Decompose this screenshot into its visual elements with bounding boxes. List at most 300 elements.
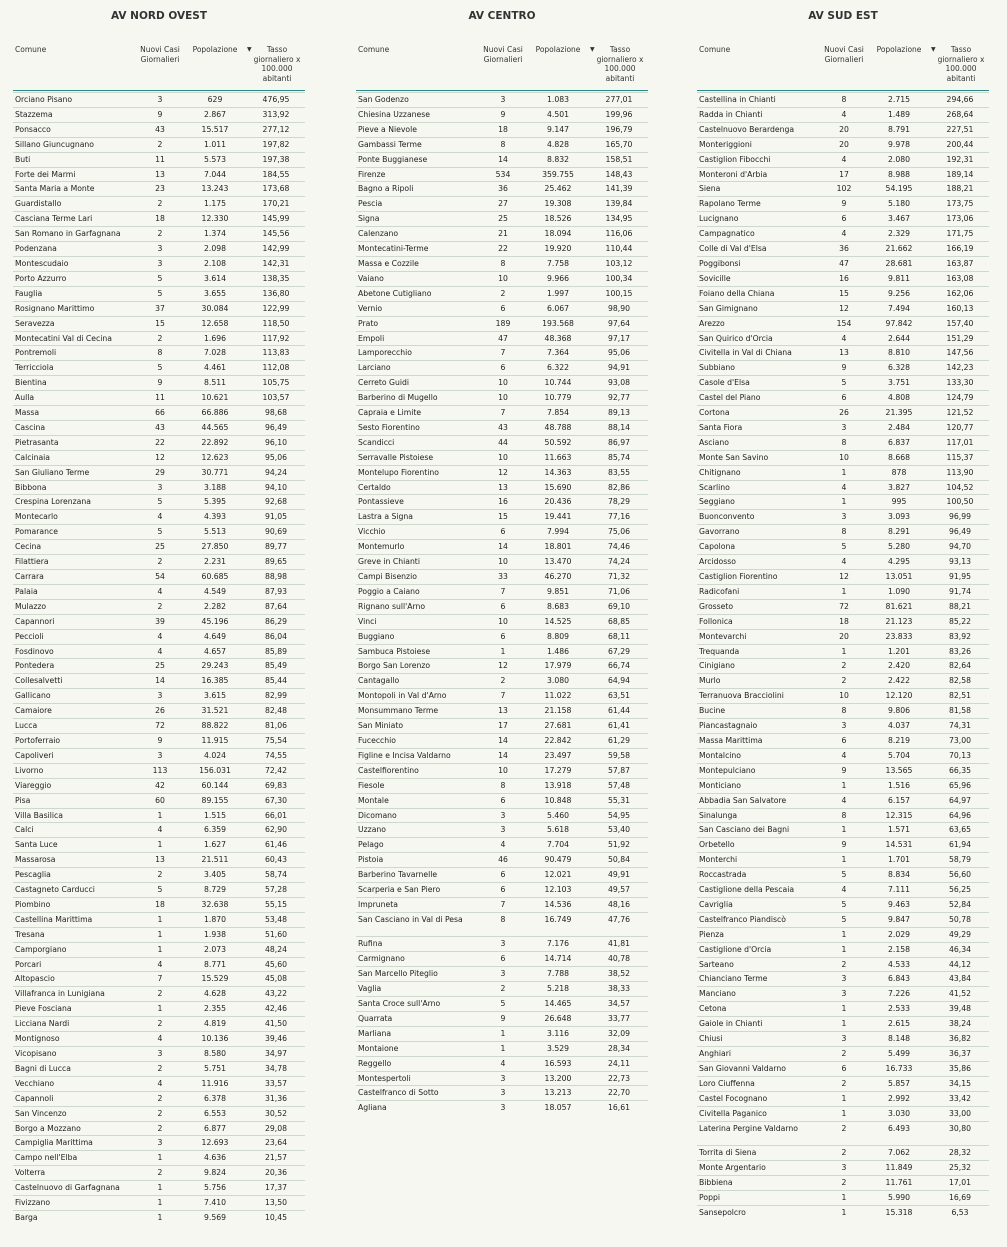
cell-popolazione: 21.123 — [885, 616, 913, 626]
cell-popolazione: 18.801 — [544, 542, 572, 552]
table-row — [697, 211, 989, 226]
cell-popolazione: 2.282 — [203, 601, 226, 611]
cell-tasso: 97,17 — [607, 333, 630, 343]
cell-popolazione: 12.623 — [201, 452, 229, 462]
cell-comune: Borgo San Lorenzo — [358, 661, 431, 671]
cell-popolazione: 3.529 — [546, 1043, 569, 1053]
cell-popolazione: 90.479 — [544, 855, 572, 865]
cell-nuovi-casi: 1 — [157, 1212, 163, 1222]
table-row — [356, 1071, 648, 1086]
cell-nuovi-casi: 3 — [841, 721, 847, 731]
cell-tasso: 82,48 — [264, 706, 287, 716]
table-row — [697, 271, 989, 286]
cell-nuovi-casi: 2 — [841, 661, 847, 671]
cell-popolazione: 878 — [891, 467, 907, 477]
cell-comune: Capoliveri — [15, 750, 54, 760]
cell-nuovi-casi: 3 — [157, 1138, 163, 1148]
cell-popolazione: 7.226 — [887, 989, 910, 999]
table-row — [697, 1076, 989, 1091]
cell-nuovi-casi: 1 — [841, 825, 847, 835]
cell-tasso: 44,12 — [948, 959, 971, 969]
table-row — [13, 509, 305, 524]
header-popolazione[interactable]: Popolazione — [192, 45, 238, 54]
cell-nuovi-casi: 102 — [836, 184, 852, 194]
cell-comune: Casciana Terme Lari — [15, 214, 93, 224]
cell-comune: Loro Ciuffenna — [699, 1078, 755, 1088]
cell-nuovi-casi: 14 — [155, 676, 165, 686]
cell-comune: Uzzano — [358, 825, 386, 835]
header-comune[interactable]: Comune — [699, 45, 731, 54]
cell-tasso: 36,82 — [948, 1034, 971, 1044]
cell-tasso: 63,51 — [607, 691, 630, 701]
cell-tasso: 33,77 — [607, 1013, 630, 1023]
table-row — [13, 897, 305, 912]
cell-comune: Fucecchio — [358, 735, 396, 745]
header-tasso[interactable]: Tasso giornaliero x 100.000 abitanti — [253, 45, 301, 83]
cell-nuovi-casi: 2 — [157, 1063, 163, 1073]
table-row — [13, 331, 305, 346]
cell-tasso: 85,49 — [264, 661, 287, 671]
cell-comune: Pontedera — [15, 661, 55, 671]
table-row — [13, 688, 305, 703]
table-row — [13, 226, 305, 241]
table-row — [697, 1175, 989, 1190]
cell-comune: Campo nell'Elba — [15, 1153, 78, 1163]
cell-tasso: 103,57 — [262, 393, 290, 403]
cell-nuovi-casi: 12 — [498, 467, 508, 477]
table-row — [13, 465, 305, 480]
cell-tasso: 158,51 — [605, 154, 633, 164]
table-row — [356, 867, 648, 882]
cell-popolazione: 89.155 — [201, 795, 229, 805]
table-row — [356, 614, 648, 629]
cell-comune: Cortona — [699, 408, 730, 418]
cell-nuovi-casi: 60 — [155, 795, 165, 805]
cell-tasso: 94,91 — [607, 363, 630, 373]
cell-nuovi-casi: 10 — [839, 452, 849, 462]
cell-nuovi-casi: 10 — [498, 616, 508, 626]
cell-nuovi-casi: 5 — [841, 542, 847, 552]
cell-comune: Firenze — [358, 169, 386, 179]
cell-comune: Cerreto Guidi — [358, 378, 409, 388]
cell-nuovi-casi: 6 — [500, 303, 506, 313]
cell-comune: Massa e Cozzile — [358, 258, 419, 268]
header-nuovi-casi[interactable]: Nuovi Casi Giornalieri — [824, 45, 864, 64]
table-row — [697, 152, 989, 167]
cell-comune: Civitella Paganico — [699, 1108, 767, 1118]
cell-comune: Pomarance — [15, 527, 58, 537]
table-row — [13, 673, 305, 688]
cell-nuovi-casi: 3 — [841, 1162, 847, 1172]
cell-comune: Marliana — [358, 1028, 392, 1038]
cell-comune: Capannori — [15, 616, 55, 626]
cell-tasso: 100,50 — [946, 497, 974, 507]
table-row — [356, 629, 648, 644]
cell-popolazione: 1.486 — [546, 646, 569, 656]
cell-comune: Foiano della Chiana — [699, 288, 775, 298]
cell-popolazione: 7.704 — [546, 840, 569, 850]
cell-popolazione: 12.330 — [201, 214, 229, 224]
cell-comune: Seggiano — [699, 497, 735, 507]
cell-tasso: 62,90 — [264, 825, 287, 835]
table-row — [356, 778, 648, 793]
cell-nuovi-casi: 15 — [155, 318, 165, 328]
cell-nuovi-casi: 8 — [841, 437, 847, 447]
cell-tasso: 162,06 — [946, 288, 974, 298]
table-row — [13, 316, 305, 331]
cell-nuovi-casi: 2 — [841, 676, 847, 686]
cell-tasso: 92,77 — [607, 393, 630, 403]
cell-comune: Signa — [358, 214, 380, 224]
cell-comune: San Giovanni Valdarno — [699, 1063, 786, 1073]
cell-comune: Capannoli — [15, 1093, 54, 1103]
table-row — [697, 524, 989, 539]
cell-nuovi-casi: 18 — [155, 214, 165, 224]
cell-nuovi-casi: 54 — [155, 572, 165, 581]
cell-comune: Trequanda — [699, 646, 740, 656]
cell-popolazione: 4.461 — [203, 363, 226, 373]
cell-popolazione: 8.580 — [203, 1049, 226, 1058]
cell-tasso: 34,57 — [607, 998, 630, 1008]
table-row — [13, 256, 305, 271]
cell-nuovi-casi: 1 — [500, 1028, 506, 1038]
cell-popolazione: 13.051 — [885, 572, 913, 581]
cell-tasso: 41,50 — [264, 1019, 287, 1029]
table-row — [697, 569, 989, 584]
table-row — [13, 241, 305, 256]
cell-comune: Ponte Buggianese — [358, 154, 428, 164]
cell-nuovi-casi: 8 — [841, 810, 847, 820]
table-row — [13, 301, 305, 316]
cell-tasso: 277,01 — [605, 95, 633, 104]
table-row — [697, 1091, 989, 1106]
cell-popolazione: 12.120 — [885, 691, 913, 701]
cell-popolazione: 5.280 — [887, 542, 910, 552]
cell-nuovi-casi: 5 — [500, 998, 506, 1008]
cell-nuovi-casi: 1 — [841, 780, 847, 790]
cell-tasso: 141,39 — [605, 184, 633, 194]
cell-popolazione: 48.368 — [544, 333, 572, 343]
table-row — [356, 465, 648, 480]
cell-nuovi-casi: 2 — [157, 601, 163, 611]
cell-tasso: 16,69 — [948, 1192, 971, 1202]
cell-nuovi-casi: 3 — [157, 258, 163, 268]
cell-comune: Altopascio — [15, 974, 55, 984]
cell-tasso: 56,25 — [948, 885, 971, 895]
cell-comune: Calcinaia — [15, 452, 51, 462]
cell-comune: Capraia e Limite — [358, 408, 422, 418]
cell-nuovi-casi: 29 — [155, 467, 165, 477]
cell-comune: Monsummano Terme — [358, 706, 439, 716]
table-row — [356, 808, 648, 823]
cell-comune: Cantagallo — [358, 676, 400, 686]
table-row — [13, 137, 305, 152]
cell-tasso: 57,87 — [607, 765, 630, 775]
cell-nuovi-casi: 9 — [841, 199, 847, 209]
cell-comune: Castiglione della Pescaia — [699, 885, 795, 895]
cell-comune: Terricciola — [15, 363, 54, 373]
table-row — [13, 1106, 305, 1121]
cell-popolazione: 2.231 — [203, 557, 226, 567]
table-row — [697, 629, 989, 644]
cell-comune: Terranuova Bracciolini — [699, 691, 784, 701]
cell-tasso: 92,68 — [264, 497, 287, 507]
table-row — [13, 539, 305, 554]
header-tasso[interactable]: Tasso giornaliero x 100.000 abitanti — [596, 45, 644, 83]
cell-nuovi-casi: 3 — [500, 95, 506, 104]
cell-nuovi-casi: 1 — [157, 1183, 163, 1193]
header-nuovi-casi[interactable]: Nuovi Casi Giornalieri — [483, 45, 523, 64]
cell-popolazione: 20.436 — [544, 497, 572, 507]
cell-comune: Monte Argentario — [699, 1162, 766, 1172]
cell-comune: Camporgiano — [15, 944, 67, 954]
cell-popolazione: 4.819 — [203, 1019, 226, 1029]
cell-comune: Carmignano — [358, 954, 405, 964]
table-row — [356, 360, 648, 375]
cell-tasso: 94,24 — [264, 467, 287, 477]
cell-tasso: 32,09 — [607, 1028, 630, 1038]
cell-popolazione: 15.517 — [201, 124, 229, 134]
table-row — [13, 793, 305, 808]
cell-popolazione: 10.136 — [201, 1034, 229, 1044]
cell-tasso: 184,55 — [262, 169, 290, 179]
cell-nuovi-casi: 6 — [500, 527, 506, 537]
cell-tasso: 17,01 — [948, 1177, 971, 1187]
cell-nuovi-casi: 4 — [157, 512, 163, 522]
cell-tasso: 74,46 — [607, 542, 630, 552]
header-tasso[interactable]: Tasso giornaliero x 100.000 abitanti — [937, 45, 985, 83]
cell-comune: Montemurlo — [358, 542, 405, 552]
table-row — [356, 793, 648, 808]
cell-nuovi-casi: 3 — [500, 1088, 506, 1098]
cell-comune: Santa Fiora — [699, 422, 743, 432]
cell-nuovi-casi: 20 — [839, 139, 849, 149]
cell-comune: Vicopisano — [15, 1049, 57, 1058]
cell-comune: Chitignano — [699, 467, 741, 477]
cell-popolazione: 6.837 — [887, 437, 910, 447]
cell-nuovi-casi: 27 — [498, 199, 508, 209]
cell-popolazione: 10.848 — [544, 795, 572, 805]
cell-comune: Poppi — [699, 1192, 720, 1202]
table-row — [697, 971, 989, 986]
cell-comune: Mulazzo — [15, 601, 47, 611]
cell-popolazione: 5.618 — [546, 825, 569, 835]
table-row — [697, 316, 989, 331]
cell-nuovi-casi: 4 — [841, 795, 847, 805]
cell-comune: San Marcello Piteglio — [358, 969, 438, 979]
cell-nuovi-casi: 10 — [498, 393, 508, 403]
table-row — [13, 360, 305, 375]
cell-nuovi-casi: 3 — [841, 422, 847, 432]
cell-comune: Collesalvetti — [15, 676, 63, 686]
cell-nuovi-casi: 4 — [841, 750, 847, 760]
table-row — [356, 405, 648, 420]
cell-comune: Ponsacco — [15, 124, 51, 134]
cell-nuovi-casi: 9 — [841, 840, 847, 850]
cell-nuovi-casi: 3 — [157, 95, 163, 104]
cell-tasso: 61,29 — [607, 735, 630, 745]
table-row — [13, 1121, 305, 1136]
cell-nuovi-casi: 10 — [498, 378, 508, 388]
cell-comune: Buonconvento — [699, 512, 755, 522]
cell-nuovi-casi: 7 — [157, 974, 163, 984]
cell-comune: Castelnuovo di Garfagnana — [15, 1183, 120, 1193]
cell-comune: Torrita di Siena — [699, 1148, 757, 1158]
table-row — [13, 1195, 305, 1210]
sort-descending-icon[interactable]: ▼ — [247, 46, 252, 53]
table-row — [697, 554, 989, 569]
cell-popolazione: 8.834 — [887, 870, 910, 880]
cell-tasso: 43,84 — [948, 974, 971, 984]
cell-tasso: 33,57 — [264, 1078, 287, 1088]
table-row — [697, 494, 989, 509]
cell-popolazione: 29.243 — [201, 661, 229, 671]
table-row — [13, 867, 305, 882]
cell-comune: Sesto Fiorentino — [358, 422, 420, 432]
cell-comune: Poggibonsi — [699, 258, 741, 268]
cell-tasso: 96,49 — [264, 422, 287, 432]
cell-comune: Rosignano Marittimo — [15, 303, 95, 313]
table-row — [13, 1016, 305, 1031]
cell-tasso: 60,43 — [264, 855, 287, 865]
cell-tasso: 87,93 — [264, 586, 287, 596]
header-comune[interactable]: Comune — [15, 45, 47, 54]
cell-popolazione: 12.021 — [544, 870, 572, 880]
cell-popolazione: 6.359 — [203, 825, 226, 835]
cell-popolazione: 3.030 — [887, 1108, 910, 1118]
table-row — [697, 301, 989, 316]
cell-popolazione: 4.828 — [546, 139, 569, 149]
table-body — [356, 92, 648, 1115]
cell-comune: Anghiari — [699, 1049, 732, 1058]
cell-popolazione: 23.833 — [885, 631, 913, 641]
cell-popolazione: 54.195 — [885, 184, 913, 194]
cell-nuovi-casi: 7 — [500, 408, 506, 418]
cell-nuovi-casi: 8 — [500, 914, 506, 924]
cell-nuovi-casi: 9 — [841, 765, 847, 775]
cell-popolazione: 15.529 — [201, 974, 229, 984]
cell-nuovi-casi: 43 — [155, 124, 165, 134]
cell-nuovi-casi: 5 — [841, 870, 847, 880]
cell-popolazione: 9.811 — [887, 273, 910, 283]
table-row — [356, 897, 648, 912]
cell-nuovi-casi: 25 — [155, 542, 165, 552]
cell-tasso: 74,55 — [264, 750, 287, 760]
cell-tasso: 17,37 — [264, 1183, 287, 1193]
table-row — [356, 316, 648, 331]
cell-nuovi-casi: 2 — [157, 1123, 163, 1133]
cell-tasso: 85,44 — [264, 676, 287, 686]
table-row — [13, 703, 305, 718]
cell-tasso: 35,86 — [948, 1063, 971, 1073]
cell-comune: Montespertoli — [358, 1073, 411, 1083]
cell-tasso: 52,84 — [948, 899, 971, 909]
sort-descending-icon[interactable]: ▼ — [931, 46, 936, 53]
table-row — [13, 420, 305, 435]
cell-popolazione: 8.291 — [887, 527, 910, 537]
cell-nuovi-casi: 9 — [500, 109, 506, 119]
sort-descending-icon[interactable]: ▼ — [590, 46, 595, 53]
cell-comune: Tresana — [15, 929, 45, 939]
cell-nuovi-casi: 3 — [500, 1103, 506, 1113]
cell-tasso: 89,77 — [264, 542, 287, 552]
cell-tasso: 69,10 — [607, 601, 630, 611]
cell-nuovi-casi: 4 — [157, 586, 163, 596]
cell-tasso: 50,78 — [948, 914, 971, 924]
table-row — [13, 614, 305, 629]
cell-tasso: 16,61 — [607, 1103, 630, 1113]
cell-nuovi-casi: 7 — [500, 586, 506, 596]
cell-comune: Castelfranco di Sotto — [358, 1088, 439, 1098]
header-comune[interactable]: Comune — [358, 45, 390, 54]
header-nuovi-casi[interactable]: Nuovi Casi Giornalieri — [140, 45, 180, 64]
cell-comune: Dicomano — [358, 810, 397, 820]
table-row — [356, 524, 648, 539]
table-row — [697, 703, 989, 718]
cell-nuovi-casi: 10 — [839, 691, 849, 701]
table-row — [356, 852, 648, 867]
cell-comune: Montopoli in Val d'Arno — [358, 691, 447, 701]
cell-tasso: 66,35 — [948, 765, 971, 775]
cell-nuovi-casi: 2 — [841, 1123, 847, 1133]
cell-comune: Filattiera — [15, 557, 49, 567]
cell-popolazione: 2.992 — [887, 1093, 910, 1103]
cell-comune: Larciano — [358, 363, 391, 373]
table-row — [13, 733, 305, 748]
header-popolazione[interactable]: Popolazione — [535, 45, 581, 54]
cell-popolazione: 5.460 — [546, 810, 569, 820]
header-popolazione[interactable]: Popolazione — [876, 45, 922, 54]
cell-tasso: 6,53 — [951, 1207, 969, 1217]
cell-tasso: 173,06 — [946, 214, 974, 224]
cell-popolazione: 3.405 — [203, 870, 226, 880]
cell-tasso: 67,29 — [607, 646, 630, 656]
table-row — [697, 1031, 989, 1046]
cell-comune: Montecarlo — [15, 512, 58, 522]
cell-nuovi-casi: 2 — [500, 288, 506, 298]
cell-popolazione: 7.494 — [887, 303, 910, 313]
table-row — [697, 345, 989, 360]
table-row — [697, 1121, 989, 1146]
panel-title: AV SUD EST — [808, 10, 878, 22]
cell-comune: Vaglia — [358, 984, 382, 994]
cell-tasso: 124,79 — [946, 393, 974, 403]
cell-tasso: 294,66 — [946, 95, 974, 104]
cell-comune: Cinigiano — [699, 661, 735, 671]
table-row — [697, 882, 989, 897]
cell-comune: Manciano — [699, 989, 736, 999]
cell-nuovi-casi: 1 — [157, 1153, 163, 1163]
cell-comune: Massarosa — [15, 855, 56, 865]
cell-nuovi-casi: 5 — [841, 914, 847, 924]
cell-comune: Calenzano — [358, 229, 399, 239]
table-row — [356, 644, 648, 659]
table-row — [697, 331, 989, 346]
cell-popolazione: 4.657 — [203, 646, 226, 656]
cell-tasso: 121,52 — [946, 408, 974, 418]
cell-comune: Figline e Incisa Valdarno — [358, 750, 451, 760]
cell-tasso: 197,82 — [262, 139, 290, 149]
cell-comune: San Miniato — [358, 721, 404, 731]
cell-nuovi-casi: 13 — [498, 482, 508, 492]
cell-popolazione: 97.842 — [885, 318, 913, 328]
cell-comune: Campagnatico — [699, 229, 755, 239]
cell-popolazione: 7.176 — [546, 939, 569, 949]
cell-tasso: 71,06 — [607, 586, 630, 596]
cell-tasso: 81,58 — [948, 706, 971, 716]
cell-nuovi-casi: 2 — [500, 984, 506, 994]
cell-comune: Villa Basilica — [15, 810, 63, 820]
